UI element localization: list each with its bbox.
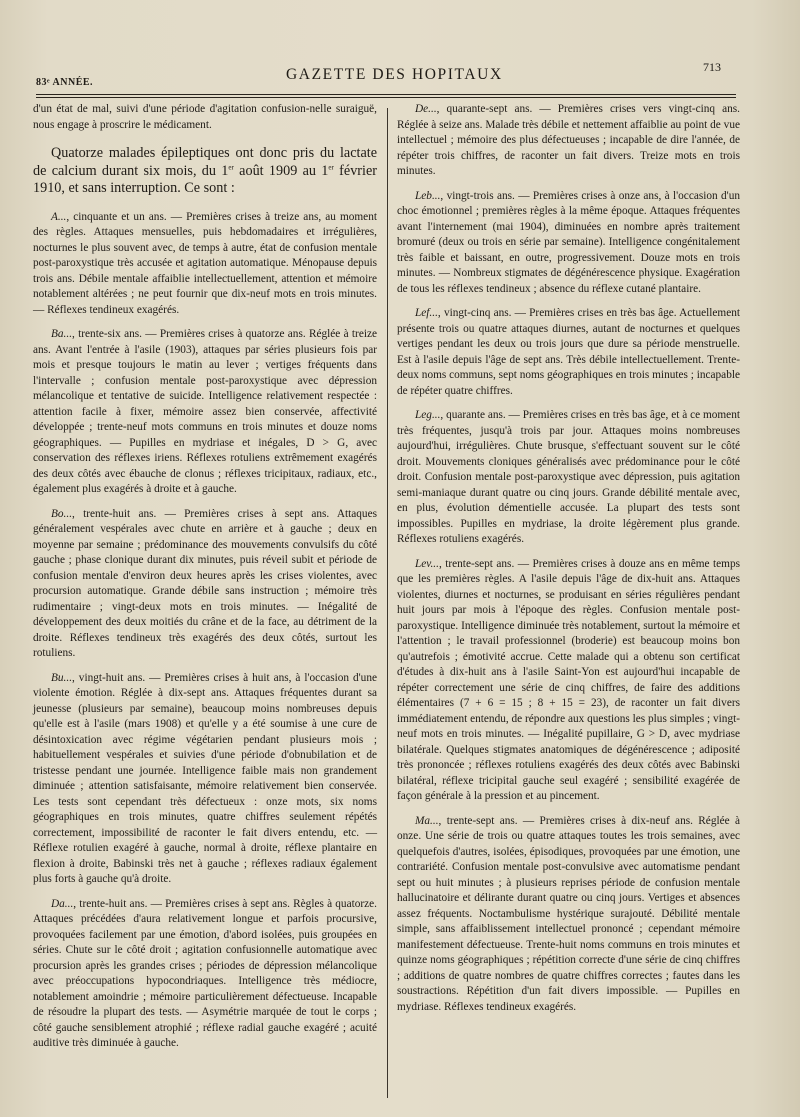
intro-text-c: février 1910, et sans interruption. Ce sont : xyxy=(33,162,377,196)
case-paragraph xyxy=(33,210,377,319)
patient-name: Lef... xyxy=(415,307,438,319)
header-rule-thin xyxy=(36,97,736,98)
case-paragraph xyxy=(33,327,377,498)
patient-name: Leg... xyxy=(415,409,441,421)
intro-sup-1: er xyxy=(228,162,234,171)
case-text: , trente-six ans. — Premières crises à quatorze ans. Réglée à treize ans. Avant l'entrée à l'asile (1903), attaques par séries plusieurs fois par mois et presque toujours le matin au lever ; vertiges fréquents dans l'intervalle ; confusion mentale post-paroxystique avec dépression mélancolique et tentative de suicide. Intelligence relativement respectée : attention facile à fixer, mémoire assez bien conservée, affectivité développée ; trente-neuf mots communs en trois minutes et douze noms géographiques. — Pupilles en mydriase et inégales, D > G, avec conservation des réflexes iriens. Réflexes rotuliens extrêmement exagérés des deux côtés avec ébauche de clonus ; réflexes tricipitaux, radiaux, etc., également plus exagérés à droite et à gauche. xyxy=(33,328,377,495)
case-text: , trente-sept ans. — Premières crises à douze ans en même temps que les premières règles. A l'asile depuis l'âge de dix-huit ans. Attaques violentes, diurnes et nocturnes, se produisant en séries régulières pendant huit jours par mois à l'époque des règles. Confusion mentale post-paroxystique. Intelligence diminuée très notablement, surtout la mémoire et l'attention ; le travail professionnel (broderie) est beaucoup moins bon qu'autrefois ; émotivité accrue. Cette malade qui a obtenu son certificat d'études à dix-huit ans à l'asile Saint-Yon est aujourd'hui incapable de répéter correctement une série de cinq chiffres, de faire des additions élémentaires (7 + 6 = 15 ; 8 + 15 = 23), de raconter un fait divers immédiatement entendu, de répondre aux questions les plus simples ; vingt-neuf mots en trois minutes. — Inégalité pupillaire, G > D, avec mydriase bilatérale. Quelques stigmates anatomiques de dégénérescence ; adiposité très prononcée ; réflexes rotuliens exagérés des deux côtés avec Babinski bilatéral, réflexe tricipital gauche seul exagéré ; sensibilité exagérée de façon générale à la pression et au pincement. xyxy=(397,557,740,802)
column-divider xyxy=(387,108,388,1098)
patient-name: Da... xyxy=(51,897,74,910)
intro-sup-2: er xyxy=(328,162,334,171)
case-text: , cinquante et un ans. — Premières crises à treize ans, au moment des règles. Attaques mensuelles, puis hebdomadaires et irrégulières, nocturnes le plus souvent avec, de temps à autre, état de confusion mentale post-paroxystique très accusée et agitation automatique. Ménopause depuis trois ans. Débile mentale affaiblie intellectuellement, attention et mémoire notablement altérées ; ne peut fournir que dix-neuf mots en trois minutes. — Réflexes tendineux exagérés. xyxy=(33,210,377,316)
case-text: , quarante ans. — Premières crises en très bas âge, et à ce moment très fréquentes, jusqu'à trois par jour. Attaques moins nombreuses aujourd'hui, irrégulières. Chute brusque, s'effectuant souvent sur le côté droit. Mouvements cloniques généralisés avec prédominance pour le côté droit. Confusion mentale post-paroxystique avec dépression, puis agitation semi-maniaque durant quatre ou cinq jours. Grande débilité mentale avec, en plus, évolution démentielle accusée. La plupart des tests sont impossibles. Pupilles en mydriase, la droite légèrement plus grande. Réflexes rotuliens exagérés. xyxy=(397,409,740,545)
patient-name: Leb... xyxy=(415,189,441,202)
case-paragraph xyxy=(33,897,377,1052)
case-text: , vingt-cinq ans. — Premières crises en très bas âge. Actuellement présente trois ou quatre attaques diurnes, autant de nocturnes et quelques vertiges pendant les deux ou trois jours que dure sa période menstruelle. Est à l'asile depuis l'âge de sept ans. Très débile intellectuellement. Trente-deux noms communs, sept noms géographiques en trois minutes ; incapable de répéter quatre chiffres. xyxy=(397,307,740,397)
case-paragraph xyxy=(397,306,740,399)
case-paragraph xyxy=(397,189,740,298)
patient-name: Bo... xyxy=(51,507,73,520)
case-paragraph xyxy=(397,408,740,548)
case-text: , trente-sept ans. — Premières crises à dix-neuf ans. Réglée à onze. Une série de trois ou quatre attaques toutes les trois semaines, avec quelquefois d'autres, isolées, épisodiques, provoquées par une émotion, une contrariété. Confusion mentale post-convulsive avec automatisme pendant sept ou huit minutes ; à plusieurs reprises période de confusion mentale hallucinatoire et délirante durant quatre ou cinq jours. Vertiges et absences assez fréquents. Noctambulisme hystérique surajouté. Débilité mentale simple, sans affaiblissement intellectuel prononcé ; cependant mémoire manifestement défectueuse. Trente-huit noms communs en trois minutes et quinze noms géographiques ; répétition correcte d'une série de cinq chiffres ; additions de quatre nombres de quatre chiffres correctes ; fautes dans les soustractions. Répétition d'un fait divers impossible. — Pupilles en mydriase. Réflexes tendineux exagérés. xyxy=(397,814,740,1013)
journal-title: GAZETTE DES HOPITAUX xyxy=(286,66,503,83)
page-number: 713 xyxy=(703,60,721,74)
patient-name: Ma... xyxy=(415,814,439,827)
right-column xyxy=(397,102,740,1024)
continuation-paragraph: d'un état de mal, suivi d'une période d'agitation confusion-nelle suraiguë, nous engage à proscrire le médicament. xyxy=(33,103,377,131)
patient-name: De... xyxy=(415,103,437,115)
case-text: , trente-huit ans. — Premières crises à sept ans. Règles à quatorze. Attaques précédées d'aura relativement longue et parfois procursive, provoquées facilement par une émotion, d'abord isolées, puis groupées en séries. Chute sur le côté droit ; agitation confusionnelle automatique avec procursion après les grandes crises ; périodes de dépression mélancolique avec préoccupations hypocondriaques. Intelligence très médiocre, notablement amoindrie ; mémoire particulièrement défectueuse. Incapable de résoudre la plupart des tests. — Asymétrie marquée de tout le corps ; côté gauche sensiblement atrophié ; réflexe radial gauche exagéré ; acuité auditive très diminuée à gauche. xyxy=(33,897,377,1049)
case-paragraph xyxy=(397,102,740,180)
intro-text-b: août 1909 au 1 xyxy=(233,162,329,179)
case-paragraph xyxy=(397,557,740,805)
case-text: , vingt-trois ans. — Premières crises à onze ans, à l'occasion d'un choc émotionnel ; premières règles à la même époque. Attaques fréquentes avant l'internement (mai 1904), diminuées en nombre après traitement bromuré (deux ou trois en série par semaine). Intelligence congénitalement très faible et baissant, en outre, progressivement. Douze mots en trois minutes. — Nombreux stigmates de dégénérescence physique. Exagération de tous les réflexes tendineux ; absence du réflexe cutané plantaire. xyxy=(397,189,740,295)
year-label: 83ᵉ ANNÉE. xyxy=(36,77,94,88)
patient-name: Ba... xyxy=(51,328,73,340)
case-text: , quarante-sept ans. — Premières crises vers vingt-cinq ans. Réglée à seize ans. Malade très débile et nettement affaiblie au point de vue intellectuel ; mémoire des plus défectueuses ; incapable de dire l'année, de répéter trois chiffres, de raconter un fait divers. Treize mots en trois minutes. xyxy=(397,103,740,177)
header-rule xyxy=(36,94,736,95)
case-paragraph xyxy=(33,507,377,662)
patient-name: A... xyxy=(51,210,67,223)
case-paragraph xyxy=(397,814,740,1016)
patient-name: Bu... xyxy=(51,671,73,684)
page-header xyxy=(0,54,800,100)
case-paragraph xyxy=(33,671,377,888)
patient-name: Lev... xyxy=(415,557,439,570)
case-text: , vingt-huit ans. — Premières crises à huit ans, à l'occasion d'une violente émotion. Réglée à dix-sept ans. Attaques fréquentes durant sa jeunesse (plusieurs par semaine), beaucoup moins nombreuses depuis qu'elle est à l'asile (mars 1908) et qu'elle y a été soumise à une cure de désintoxication avec régime végétarien pendant plusieurs mois ; habituellement vespérales et suivies d'une période d'obnubilation et de tristesse pendant une journée. Intelligence faible mais non grandement diminuée ; attention satisfaisante, mémoire relativement bien conservée. Les tests sont cependant très défectueux : onze mots, six noms géographiques en trois minutes, quatre chiffres seulement répétés correctement, impossibilité de raconter le fait divers entendu, etc. — Réflexe rotulien exagéré à gauche, normal à droite, réflexe plantaire en flexion à droite, Babinski très net à gauche ; réflexes radiaux également plus forts à gauche qu'à droite. xyxy=(33,671,377,885)
case-text: , trente-huit ans. — Premières crises à sept ans. Attaques généralement vespérales avec chute en arrière et à gauche ; deux en moyenne par semaine ; prédominance des mouvements convulsifs du côté gauche ; phase clonique durant dix minutes, puis réveil subit et période de confusion mentale d'environ deux heures après les crises violentes, avec procursion automatique. Grande débile sans instruction ; mémoire très rudimentaire ; vingt-deux mots en trois minutes. — Inégalité de développement des deux moitiés du crâne et de la face, au détriment de la droite. Réflexes tendineux très exagérés des deux côtés, surtout les rotuliens. xyxy=(33,507,377,659)
intro-text-a: Quatorze malades épileptiques ont donc pris du lactate de calcium durant six mois, du 1 xyxy=(33,145,377,179)
intro-paragraph xyxy=(33,145,377,198)
left-column xyxy=(33,102,377,1061)
